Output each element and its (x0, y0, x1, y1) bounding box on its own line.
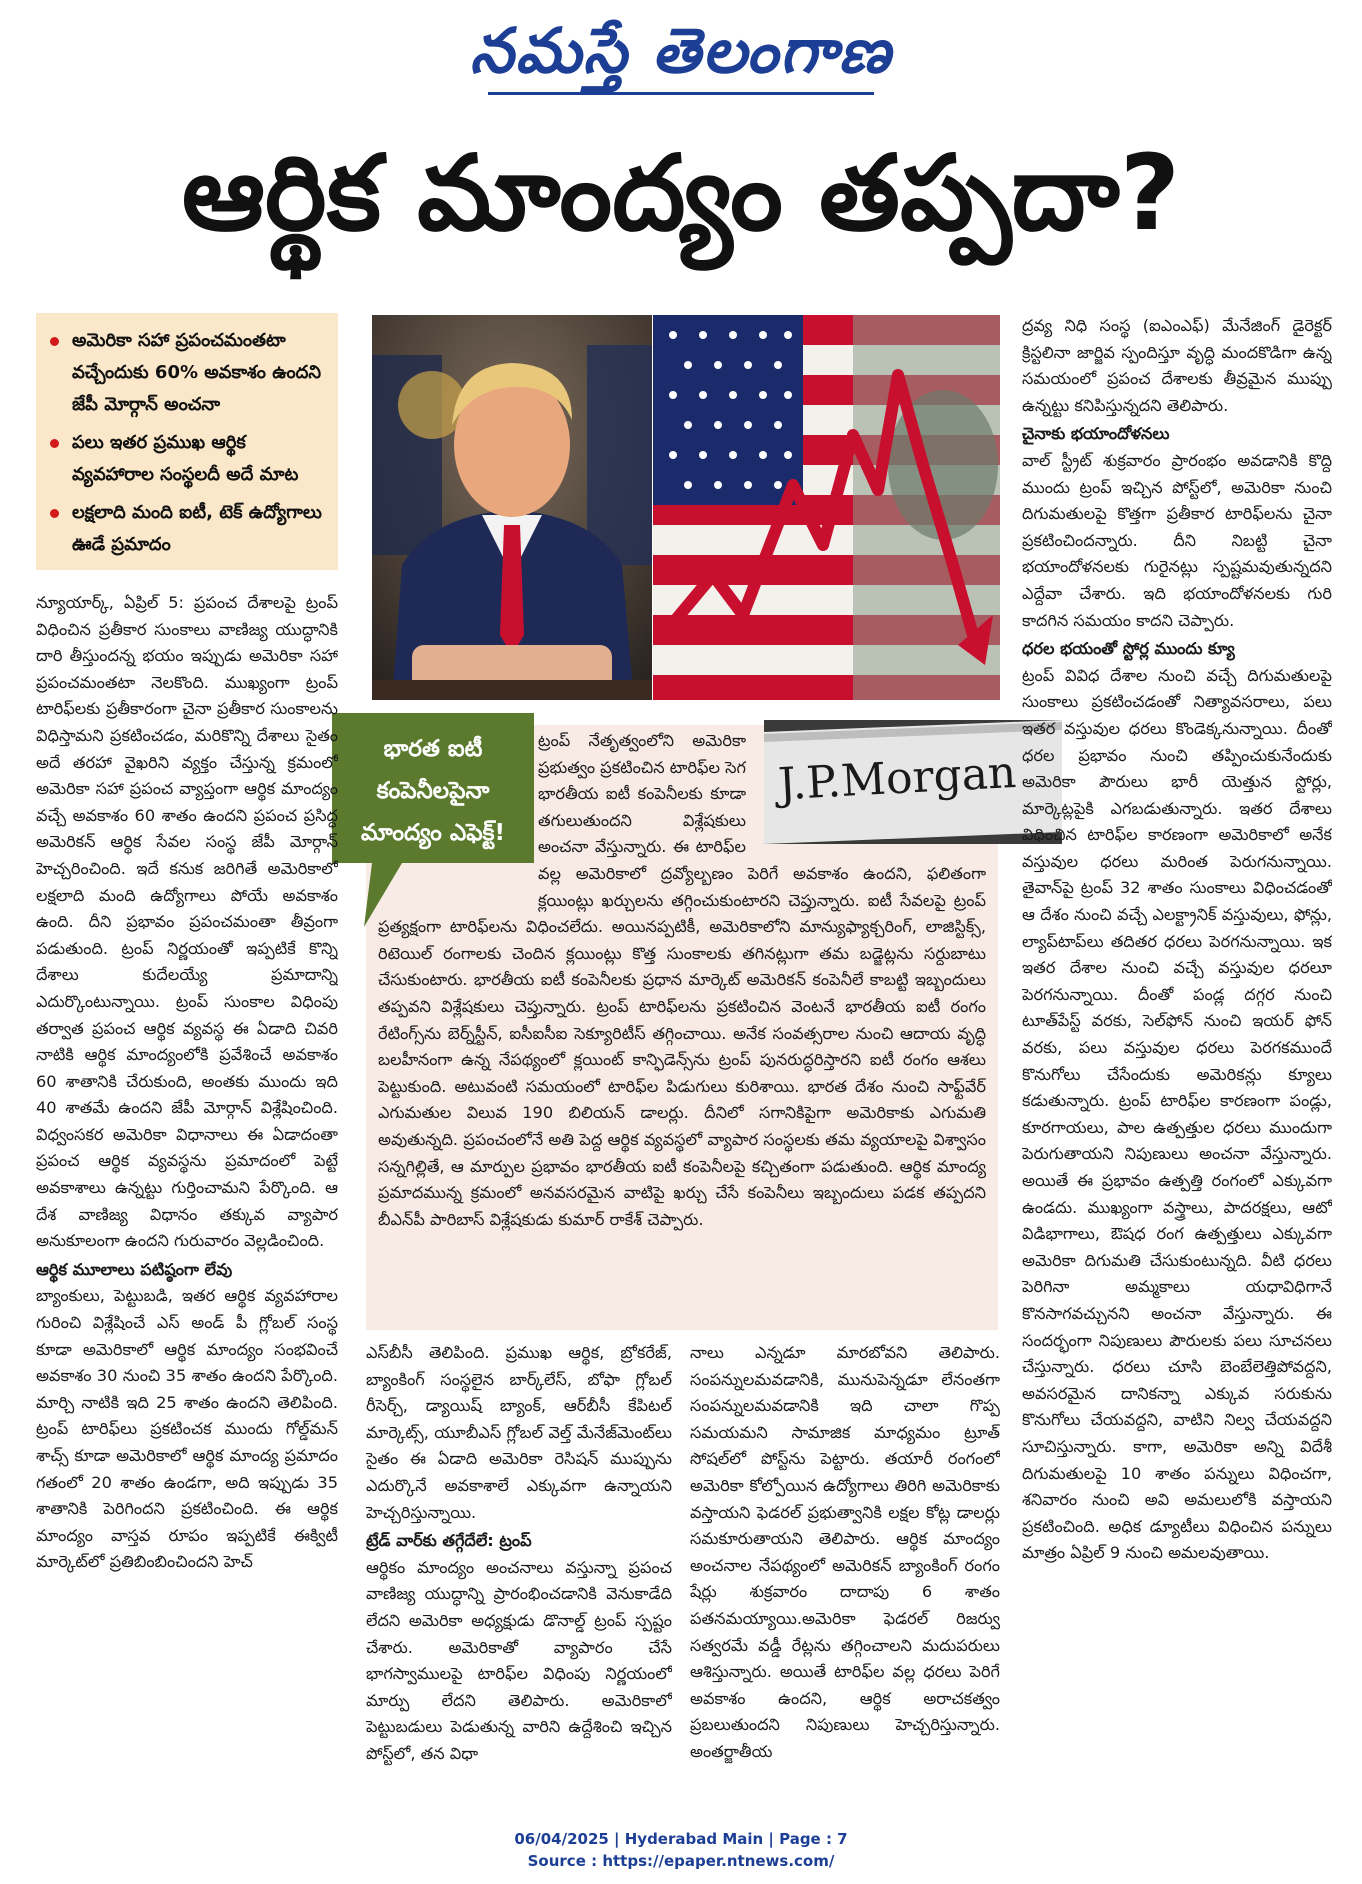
article-paragraph: ఆర్థికం మాంద్యం అంచనాలు వస్తున్నా ప్రపంచ వాణిజ్య యుద్ధాన్ని ప్రారంభించడానికి వెనుకాడేది లేదని అమెరికా అధ్యక్షుడు డొనాల్డ్ ట్రంప్ స్పష్టం చేశారు. అమెరికాతో వ్యాపారం చేసే భాగస్వాములపై టారిఫ్‌ల విధింపు నిర్ణయంలో మార్పు లేదని తెలిపారు. అమెరికాలో పెట్టుబడులు పెడుతున్న వారిని ఉద్దేశించి ఇచ్చిన పోస్ట్‌లో, తన విధా (366, 1557, 672, 1763)
bullet-dot-icon (50, 439, 59, 448)
highlight-item: లక్షలాది మంది ఐటీ, టెక్ ఉద్యోగాలు ఊడే ప్రమాదం (46, 497, 328, 561)
article-column-3 (690, 1340, 1000, 1780)
subheading: ధరల భయంతో స్టోర్ల ముందు క్యూ (1022, 639, 1235, 659)
subheading: ఆర్థిక మూలాలు పటిష్ఠంగా లేవు (36, 1259, 233, 1279)
article-column-2 (366, 1340, 672, 1780)
article-column-1 (36, 590, 338, 1780)
article-paragraph: ఎస్‌బీసీ తెలిపింది. ప్రముఖ ఆర్థిక, బ్రోకరేజ్, బ్యాంకింగ్ సంస్థలైన బార్క్‌లేస్, బోఫా గ్లోబల్ రీసెర్చ్, డ్యాయిష్ బ్యాంక్, ఆర్‌బీసీ కేపిటల్ మార్కెట్స్, యూబీఎస్ గ్లోబల్ వెల్త్ మేనేజ్‌మెంట్‌లు సైతం ఈ ఏడాది అమెరికా రెసిషన్ ముప్పును ఎదుర్కొనే అవకాశాలే ఎక్కువగా ఉన్నాయని హెచ్చరిస్తున్నాయి. (366, 1343, 672, 1522)
subheading: ట్రేడ్ వార్‌కు తగ్గేదేలే: ట్రంప్ (366, 1531, 532, 1551)
page-footer-source: Source : https://epaper.ntnews.com/ (527, 1852, 835, 1870)
page-footer-info: 06/04/2025 | Hyderabad Main | Page : 7 (514, 1830, 848, 1848)
flag-stock-crash-illustration (653, 315, 1000, 700)
it-article-text (378, 728, 986, 1318)
bullet-dot-icon (50, 337, 59, 346)
trump-photo (372, 315, 652, 700)
callout-spacer (378, 728, 538, 888)
headline: ఆర్థిక మాంద్యం తప్పదా? (181, 132, 1181, 254)
bullet-dot-icon (50, 509, 59, 518)
flag-chart-photo (653, 315, 1000, 700)
highlights-box (36, 313, 338, 570)
article-paragraph: న్యూయార్క్, ఏప్రిల్ 5: ప్రపంచ దేశాలపై ట్రంప్ విధించిన ప్రతీకార సుంకాలు వాణిజ్య యుద్ధానికి దారి తీస్తుందన్న భయం ఇప్పుడు అమెరికా సహా ప్రపంచమంతటా నెలకొంది. ముఖ్యంగా ట్రంప్ టారిఫ్‌లకు ప్రతీకారంగా చైనా ప్రతీకార సుంకాలను విధిస్తామని ప్రకటించడం, మరికొన్ని దేశాలు సైతం అదే తరహా వైఖరిని వ్యక్తం చేస్తున్న క్రమంలో అమెరికా సహా ప్రపంచ వ్యాప్తంగా ఆర్థిక మాంద్యం వచ్చే అవకాశం 60 శాతం ఉందని ప్రపంచ ప్రసిద్ధ అమెరికన్ ఆర్థిక సేవల సంస్థ జేపీ మోర్గాన్ హెచ్చరించింది. ఇదే కనుక జరిగితే అమెరికాలో లక్షలాది మంది ఉద్యోగాలు పోయే అవకాశం ఉంది. దీని ప్రభావం ప్రపంచమంతా తీవ్రంగా పడుతుంది. ట్రంప్ నిర్ణయంతో ఇప్పటికే కొన్ని దేశాలు కుదేలయ్యే ప్రమాదాన్ని ఎదుర్కొంటున్నాయి. ట్రంప్ సుంకాల విధింపు తర్వాత ప్రపంచ ఆర్థిక వ్యవస్థ ఈ ఏడాది చివరి నాటికి ఆర్థిక మాంద్యంలోకి ప్రవేశించే అవకాశం 60 శాతానికి చేరుకుంది, అంతకు ముందు ఇది 40 శాతమే ఉందని జేపీ మోర్గాన్ విశ్లేషించింది. విధ్వంసకర అమెరికా విధానాలు ఈ ఏడాదంతా ప్రపంచ ఆర్థిక వ్యవస్థను ప్రమాదంలో పెట్టే అవకాశాలు ఉన్నట్టు గుర్తించామని పేర్కొంది. ఆ దేశ వాణిజ్య విధానం తక్కువ వ్యాపార అనుకూలంగా ఉందని గురువారం వెల్లడించింది. (36, 593, 338, 1251)
callout-text: భారత ఐటీ కంపెనీలపైనా మాంద్యం ఎఫెక్ట్! (360, 736, 506, 846)
logo-spacer (746, 728, 986, 846)
article-paragraph: వాల్ స్ట్రీట్ శుక్రవారం ప్రారంభం అవడానికి కొద్ది ముందు ట్రంప్ ఇచ్చిన పోస్ట్‌లో, అమెరికా నుంచి దిగుమతులపై కొత్తగా ప్రతీకార టారిఫ్‌లను చైనా ప్రకటించిందన్నారు. దీని నిబట్టి చైనా భయాందోళనలకు గురైనట్లు స్పష్టమవుతున్నదని ఎద్దేవా చేశారు. ఇది భయాందోళనలకు గురి కాదగిన సమయం కాదని చెప్పారు. (1022, 450, 1332, 630)
masthead-underline (488, 92, 874, 95)
masthead-logo: నమస్తే తెలంగాణ (469, 14, 893, 87)
article-paragraph: నాలు ఎన్నడూ మారబోవని తెలిపారు. సంపన్నులమవడానికి, మునుపెన్నడూ లేనంతగా సంపన్నులమవడానికి ఇది చాలా గొప్ప సమయమని సామాజిక మాధ్యమం ట్రూత్ సోషల్‌లో పోస్ట్‌ను పెట్టారు. తయారీ రంగంలో అమెరికా కోల్పోయిన ఉద్యోగాలు తిరిగి అమెరికాకు వస్తాయని ఫెడరల్ ప్రభుత్వానికి లక్షల కోట్ల డాలర్లు సమకూరుతాయని తెలిపారు. ఆర్థిక మాంద్యం అంచనాల నేపథ్యంలో అమెరికన్ బ్యాంకింగ్ రంగం షేర్లు శుక్రవారం దాదాపు 6 శాతం పతనమయ్యాయి.అమెరికా ఫెడరల్ రిజర్వు సత్వరమే వడ్డీ రేట్లను తగ్గించాలని మదుపరులు ఆశిస్తున్నారు. అయితే టారిఫ్‌ల వల్ల ధరలు పెరిగే అవకాశం ఉందని, ఆర్థిక అరాచకత్వం ప్రబలుతుందని నిపుణులు హెచ్చరిస్తున్నారు. అంతర్జాతీయ (690, 1343, 1000, 1761)
article-paragraph: ట్రంప్ నేతృత్వంలోని అమెరికా ప్రభుత్వం ప్రకటించిన టారిఫ్‌ల సెగ భారతీయ ఐటీ కంపెనీలకు కూడా తగులుతుందని విశ్లేషకులు అంచనా వేస్తున్నారు. ఈ టారిఫ్‌ల వల్ల అమెరికాలో ద్రవ్యోల్బణం పెరిగే అవకాశం ఉందని, ఫలితంగా క్లయింట్లు ఖర్చులను తగ్గించుకుంటారని చెప్తున్నారు. ఐటీ సేవలపై ట్రంప్ ప్రత్యక్షంగా టారిఫ్‌లను విధించలేదు. అయినప్పటికీ, అమెరికాలోని మాన్యుఫ్యాక్చరింగ్, లాజిస్టిక్స్, రిటెయిల్ రంగాలకు చెందిన క్లయింట్లు కొత్త సుంకాలకు తగినట్లుగా తమ బడ్జెట్లను సర్దుబాటు చేసుకుంటారు. భారతీయ ఐటీ కంపెనీలకు ప్రధాన మార్కెట్ అమెరికన్ కంపెనీలే కాబట్టి ఇబ్బందులు తప్పవని విశ్లేషకులు చెప్తున్నారు. ట్రంప్ టారిఫ్‌లను ప్రకటించిన వెంటనే భారతీయ ఐటీ రంగం రేటింగ్స్‌ను బెర్న్‌స్టీన్, ఐసీఐసీఐ సెక్యూరిటీస్ తగ్గించాయి. అనేక సంవత్సరాల నుంచి ఆదాయ వృద్ధి బలహీనంగా ఉన్న నేపథ్యంలో క్లయింట్ కాన్ఫిడెన్స్‌ను ట్రంప్ పునరుద్ధరిస్తారని ఐటీ రంగం ఆశలు పెట్టుకుంది. అటువంటి సమయంలో టారిఫ్‌ల పిడుగులు కురిశాయి. భారత దేశం నుంచి సాఫ్ట్‌వేర్ ఎగుమతుల విలువ 190 బిలియన్ డాలర్లు. దీనిలో సగానికిపైగా అమెరికాకు ఎగుమతి అవుతున్నది. ప్రపంచంలోనే అతి పెద్ద ఆర్థిక వ్యవస్థలో వ్యాపార సంస్థలకు తమ వ్యయాలపై విశ్వాసం సన్నగిల్లితే, ఆ మార్పుల ప్రభావం భారతీయ ఐటీ కంపెనీలపై కచ్చితంగా పడుతుంది. ఆర్థిక మాంద్య ప్రమాదమున్న క్రమంలో అనవసరమైన వాటిపై ఖర్చు చేసే కంపెనీలు ఇబ్బందులు పడక తప్పదని బీఎన్‌పీ పారిబాస్ విశ్లేషకుడు కుమార్ రాకేశ్ చెప్పారు. (378, 731, 986, 1229)
highlight-item: పలు ఇతర ప్రముఖ ఆర్థిక వ్యవహారాల సంస్థలదీ అదే మాట (46, 427, 328, 491)
subheading: చైనాకు భయాందోళనలు (1022, 424, 1170, 444)
trump-photo-illustration (372, 315, 652, 700)
article-paragraph: ట్రంప్ వివిధ దేశాల నుంచి వచ్చే దిగుమతులపై సుంకాలు ప్రకటించడంతో నిత్యావసరాలు, పలు ఇతర వస్తువుల ధరలు కొండెక్కనున్నాయి. దీంతో ధరల ప్రభావం నుంచి తప్పించుకునేందుకు అమెరికా పౌరులు భారీ యెత్తున స్టోర్లు, మార్కెట్లపైకి ఎగబడుతున్నారు. ఇతర దేశాలు విధించిన టారిఫ్‌ల కారణంగా అమెరికాలో అనేక వస్తువుల ధరలు మరింత పెరుగనున్నాయి. తైవాన్‌పై ట్రంప్ 32 శాతం సుంకాలు విధించడంతో ఆ దేశం నుంచి వచ్చే ఎలక్ట్రానిక్ వస్తువులు, ఫోన్లు, ల్యాప్‌టాప్‌లు తదితర ధరలు పెరగనున్నాయి. ఇక ఇతర దేశాల నుంచి వచ్చే వస్తువుల ధరలూ పెరగనున్నాయి. దీంతో పండ్ల దగ్గర నుంచి టూత్‌పేస్ట్ వరకు, సెల్‌ఫోన్ నుంచి ఇయర్ ఫోన్ వరకు, పలు వస్తువుల ధరలు పెరగకముందే కొనుగోలు చేసేందుకు అమెరికన్లు క్యూలు కడుతున్నారు. ట్రంప్ టారిఫ్‌ల కారణంగా పండ్లు, కూరగాయలు, పాల ఉత్పత్తుల ధరలు ముందుగా పెరుగుతాయని నిపుణులు అంచనా వేస్తున్నారు. అయితే ఈ ప్రభావం ఉత్పత్తి రంగంలో ఎక్కువగా ఉండదు. ముఖ్యంగా వస్త్రాలు, పాదరక్షలు, ఆటో విడిభాగాలు, ఔషధ రంగ ఉత్పత్తులు ఎక్కువగా అమెరికా దిగుమతి చేసుకుంటున్నది. వీటి ధరలు పెరిగినా అమ్మకాలు యధావిధిగానే కొనసాగవచ్చునని అంచనా వేస్తున్నారు. ఈ సందర్భంగా నిపుణులు పౌరులకు పలు సూచనలు చేస్తున్నారు. ధరలు చూసి బెంబేలెత్తిపోవద్దని, అవసరమైన దానికన్నా ఎక్కువ సరుకును కొనుగోలు చేయవద్దని, వాటిని నిల్వ చేయవద్దని సూచిస్తున్నారు. కాగా, అమెరికా అన్ని విదేశీ దిగుమతులపై 10 శాతం పన్నులు విధించగా, శనివారం నుంచి అవి అమలులోకి వస్తాయని ప్రకటించింది. అధిక డ్యూటీలు విధించిన పన్నులు మాత్రం ఏప్రిల్ 9 నుంచి అమలవుతాయి. (1022, 665, 1332, 1563)
jp-morgan-logo-text: J.P.Morgan (776, 746, 1018, 811)
article-paragraph: ద్రవ్య నిధి సంస్థ (ఐఎంఎఫ్) మేనేజింగ్ డైరెక్టర్ క్రిస్టలినా జార్జివ స్పందిస్తూ వృద్ధి మందకొడిగా ఉన్న సమయంలో ప్రపంచ దేశాలకు తీవ్రమైన ముప్పు ఉన్నట్టు కనిపిస్తున్నదని తెలిపారు. (1022, 316, 1332, 415)
highlight-item: అమెరికా సహా ప్రపంచమంతటా వచ్చేందుకు 60% అవకాశం ఉందని జేపీ మోర్గాన్ అంచనా (46, 325, 328, 421)
article-paragraph: బ్యాంకులు, పెట్టుబడి, ఇతర ఆర్థిక వ్యవహారాల గురించి విశ్లేషించే ఎస్ అండ్ పీ గ్లోబల్ సంస్థ కూడా అమెరికాలో ఆర్థిక మాంద్యం సంభవించే అవకాశం 30 నుంచి 35 శాతం ఉందని పేర్కొంది. మార్చి నాటికి ఇది 25 శాతం ఉందని తెలిపింది. ట్రంప్ టారిఫ్‌లు ప్రకటించక ముందు గోల్డ్‌మన్ శాచ్స్ కూడా అమెరికాలో ఆర్థిక మాంద్య ప్రమాదం గతంలో 20 శాతం ఉండగా, అది ఇప్పుడు 35 శాతానికి పెరిగిందని ప్రకటించింది. ఈ ఆర్థిక మాంద్యం వాస్తవ రూపం ఇప్పటికే ఈక్విటీ మార్కెట్‌లో ప్రతిబింబించిందని హెచ్ (36, 1286, 338, 1572)
article-column-4 (1022, 313, 1332, 1783)
